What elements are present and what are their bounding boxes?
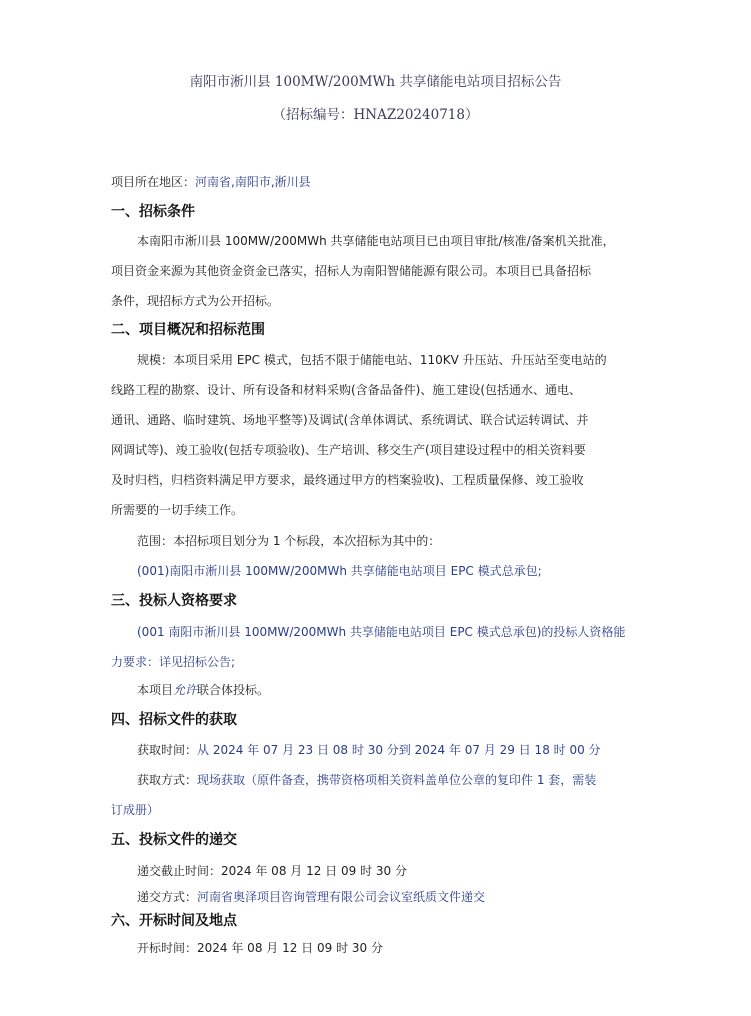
section-heading-5: 五、投标文件的递交 — [111, 832, 237, 848]
lot-line: (001)南阳市淅川县 100MW/200MWh 共享储能电站项目 EPC 模式总承包; — [137, 564, 542, 578]
location-label: 项目所在地区： — [111, 175, 196, 189]
section1-line-1: 本南阳市淅川县 100MW/200MWh 共享储能电站项目已由项目审批/核准/备案机关批准， — [137, 234, 615, 248]
section-heading-1: 一、招标条件 — [111, 204, 195, 220]
section1-line-2: 项目资金来源为其他资金资金已落实，招标人为南阳智储能源有限公司。本项目已具备招标 — [111, 264, 592, 278]
section-heading-4: 四、招标文件的获取 — [111, 712, 237, 728]
section1-line-3: 条件，现招标方式为公开招标。 — [111, 294, 280, 308]
submit-deadline-value: 2024 年 08 月 12 日 09 时 30 分 — [221, 864, 407, 878]
opening-time-value: 2024 年 08 月 12 日 09 时 30 分 — [197, 941, 383, 955]
submit-method-value: 河南省奥泽项目咨询管理有限公司会议室纸质文件递交 — [197, 890, 486, 904]
submit-method-label: 递交方式： — [137, 890, 198, 904]
qualification-line-2: 力要求：详见招标公告; — [111, 655, 236, 669]
section-heading-3: 三、投标人资格要求 — [111, 593, 237, 609]
submit-deadline-label: 递交截止时间： — [137, 864, 222, 878]
scale-line-6: 所需要的一切手续工作。 — [111, 503, 244, 517]
scale-line-2: 线路工程的勘察、设计、所有设备和材料采购(含备品备件)、施工建设(包括通水、通电、 — [111, 383, 582, 397]
scale-line-4: 网调试等)、竣工验收(包括专项验收)、生产培训、移交生产(项目建设过程中的相关资料要 — [111, 443, 586, 457]
document-title: 南阳市淅川县 100MW/200MWh 共享储能电站项目招标公告 — [189, 74, 562, 90]
obtain-method-label: 获取方式： — [137, 773, 198, 787]
submit-method — [137, 889, 485, 905]
obtain-time — [137, 742, 601, 758]
obtain-method — [137, 772, 596, 788]
section-heading-6: 六、开标时间及地点 — [111, 913, 237, 929]
scale-line-5: 及时归档，归档资料满足甲方要求，最终通过甲方的档案验收)、工程质量保修、竣工验收 — [111, 473, 584, 487]
scale-line-3: 通讯、通路、临时建筑、场地平整等)及调试(含单体调试、系统调试、联合试运转调试、并 — [111, 413, 589, 427]
project-location — [111, 174, 311, 190]
opening-time — [137, 940, 383, 956]
section-heading-2: 二、项目概况和招标范围 — [111, 322, 265, 338]
obtain-time-label: 获取时间： — [137, 743, 198, 757]
obtain-method-line-2: 订成册） — [111, 803, 160, 817]
range-line: 范围：本招标项目划分为 1 个标段，本次招标为其中的： — [137, 534, 441, 548]
submit-deadline — [137, 863, 407, 879]
scale-line-1: 规模：本项目采用 EPC 模式，包括不限于储能电站、110KV 升压站、升压站至变电站的 — [137, 353, 607, 367]
opening-time-label: 开标时间： — [137, 941, 198, 955]
consortium-line — [137, 682, 269, 698]
consortium-value: 允许 — [173, 683, 198, 697]
obtain-method-value: 现场获取（原件备查，携带资格项相关资料盖单位公章的复印件 1 套，需装 — [197, 773, 597, 787]
location-value: 河南省,南阳市,淅川县 — [195, 175, 311, 189]
obtain-time-value: 从 2024 年 07 月 23 日 08 时 30 分到 2024 年 07 月 29 日 18 时 00 分 — [197, 743, 601, 757]
consortium-prefix: 本项目 — [137, 683, 174, 697]
qualification-line-1: (001 南阳市淅川县 100MW/200MWh 共享储能电站项目 EPC 模式总承包)的投标人资格能 — [137, 625, 626, 639]
document-subtitle: （招标编号：HNAZ20240718） — [272, 107, 479, 123]
consortium-suffix: 联合体投标。 — [197, 683, 270, 697]
